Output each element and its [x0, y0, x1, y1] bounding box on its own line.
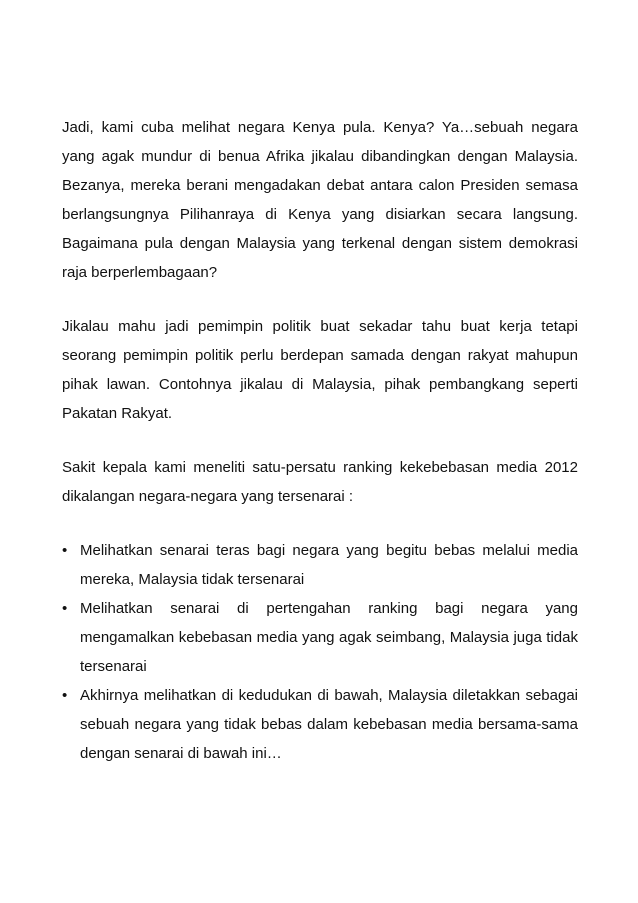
list-item: [62, 536, 578, 594]
paragraph-pemimpin-politik: Jikalau mahu jadi pemimpin politik buat sekadar tahu buat kerja tetapi seorang pemimpin politik perlu berdepan samada dengan rakyat mahupun pihak lawan. Contohnya jikalau di Malaysia, pihak pembangkang seperti Pakatan Rakyat.: [62, 318, 578, 422]
list-item: [62, 681, 578, 768]
bullet-icon: •: [62, 542, 68, 559]
list-item-text: Akhirnya melihatkan di kedudukan di bawah, Malaysia diletakkan sebagai sebuah negara yang tidak bebas dalam kebebasan media bersama-sama dengan senarai di bawah ini…: [80, 687, 578, 762]
bullet-icon: •: [62, 600, 68, 617]
bullet-icon: •: [62, 687, 68, 704]
paragraph-ranking-media: Sakit kepala kami meneliti satu-persatu ranking kekebebasan media 2012 dikalangan negara-negara yang tersenarai :: [62, 459, 578, 505]
list-item-text: Melihatkan senarai di pertengahan ranking bagi negara yang mengamalkan kebebasan media yang agak seimbang, Malaysia juga tidak tersenarai: [80, 600, 578, 675]
document-page: [62, 113, 578, 768]
list-item: [62, 594, 578, 681]
bullet-list: [62, 536, 578, 768]
paragraph-kenya: Jadi, kami cuba melihat negara Kenya pula. Kenya? Ya…sebuah negara yang agak mundur di benua Afrika jikalau dibandingkan dengan Malaysia. Bezanya, mereka berani mengadakan debat antara calon Presiden semasa berlangsungnya Pilihanraya di Kenya yang disiarkan secara langsung. Bagaimana pula dengan Malaysia yang terkenal dengan sistem demokrasi raja berperlembagaan?: [62, 119, 578, 281]
list-item-text: Melihatkan senarai teras bagi negara yang begitu bebas melalui media mereka, Malaysia tidak tersenarai: [80, 542, 578, 588]
